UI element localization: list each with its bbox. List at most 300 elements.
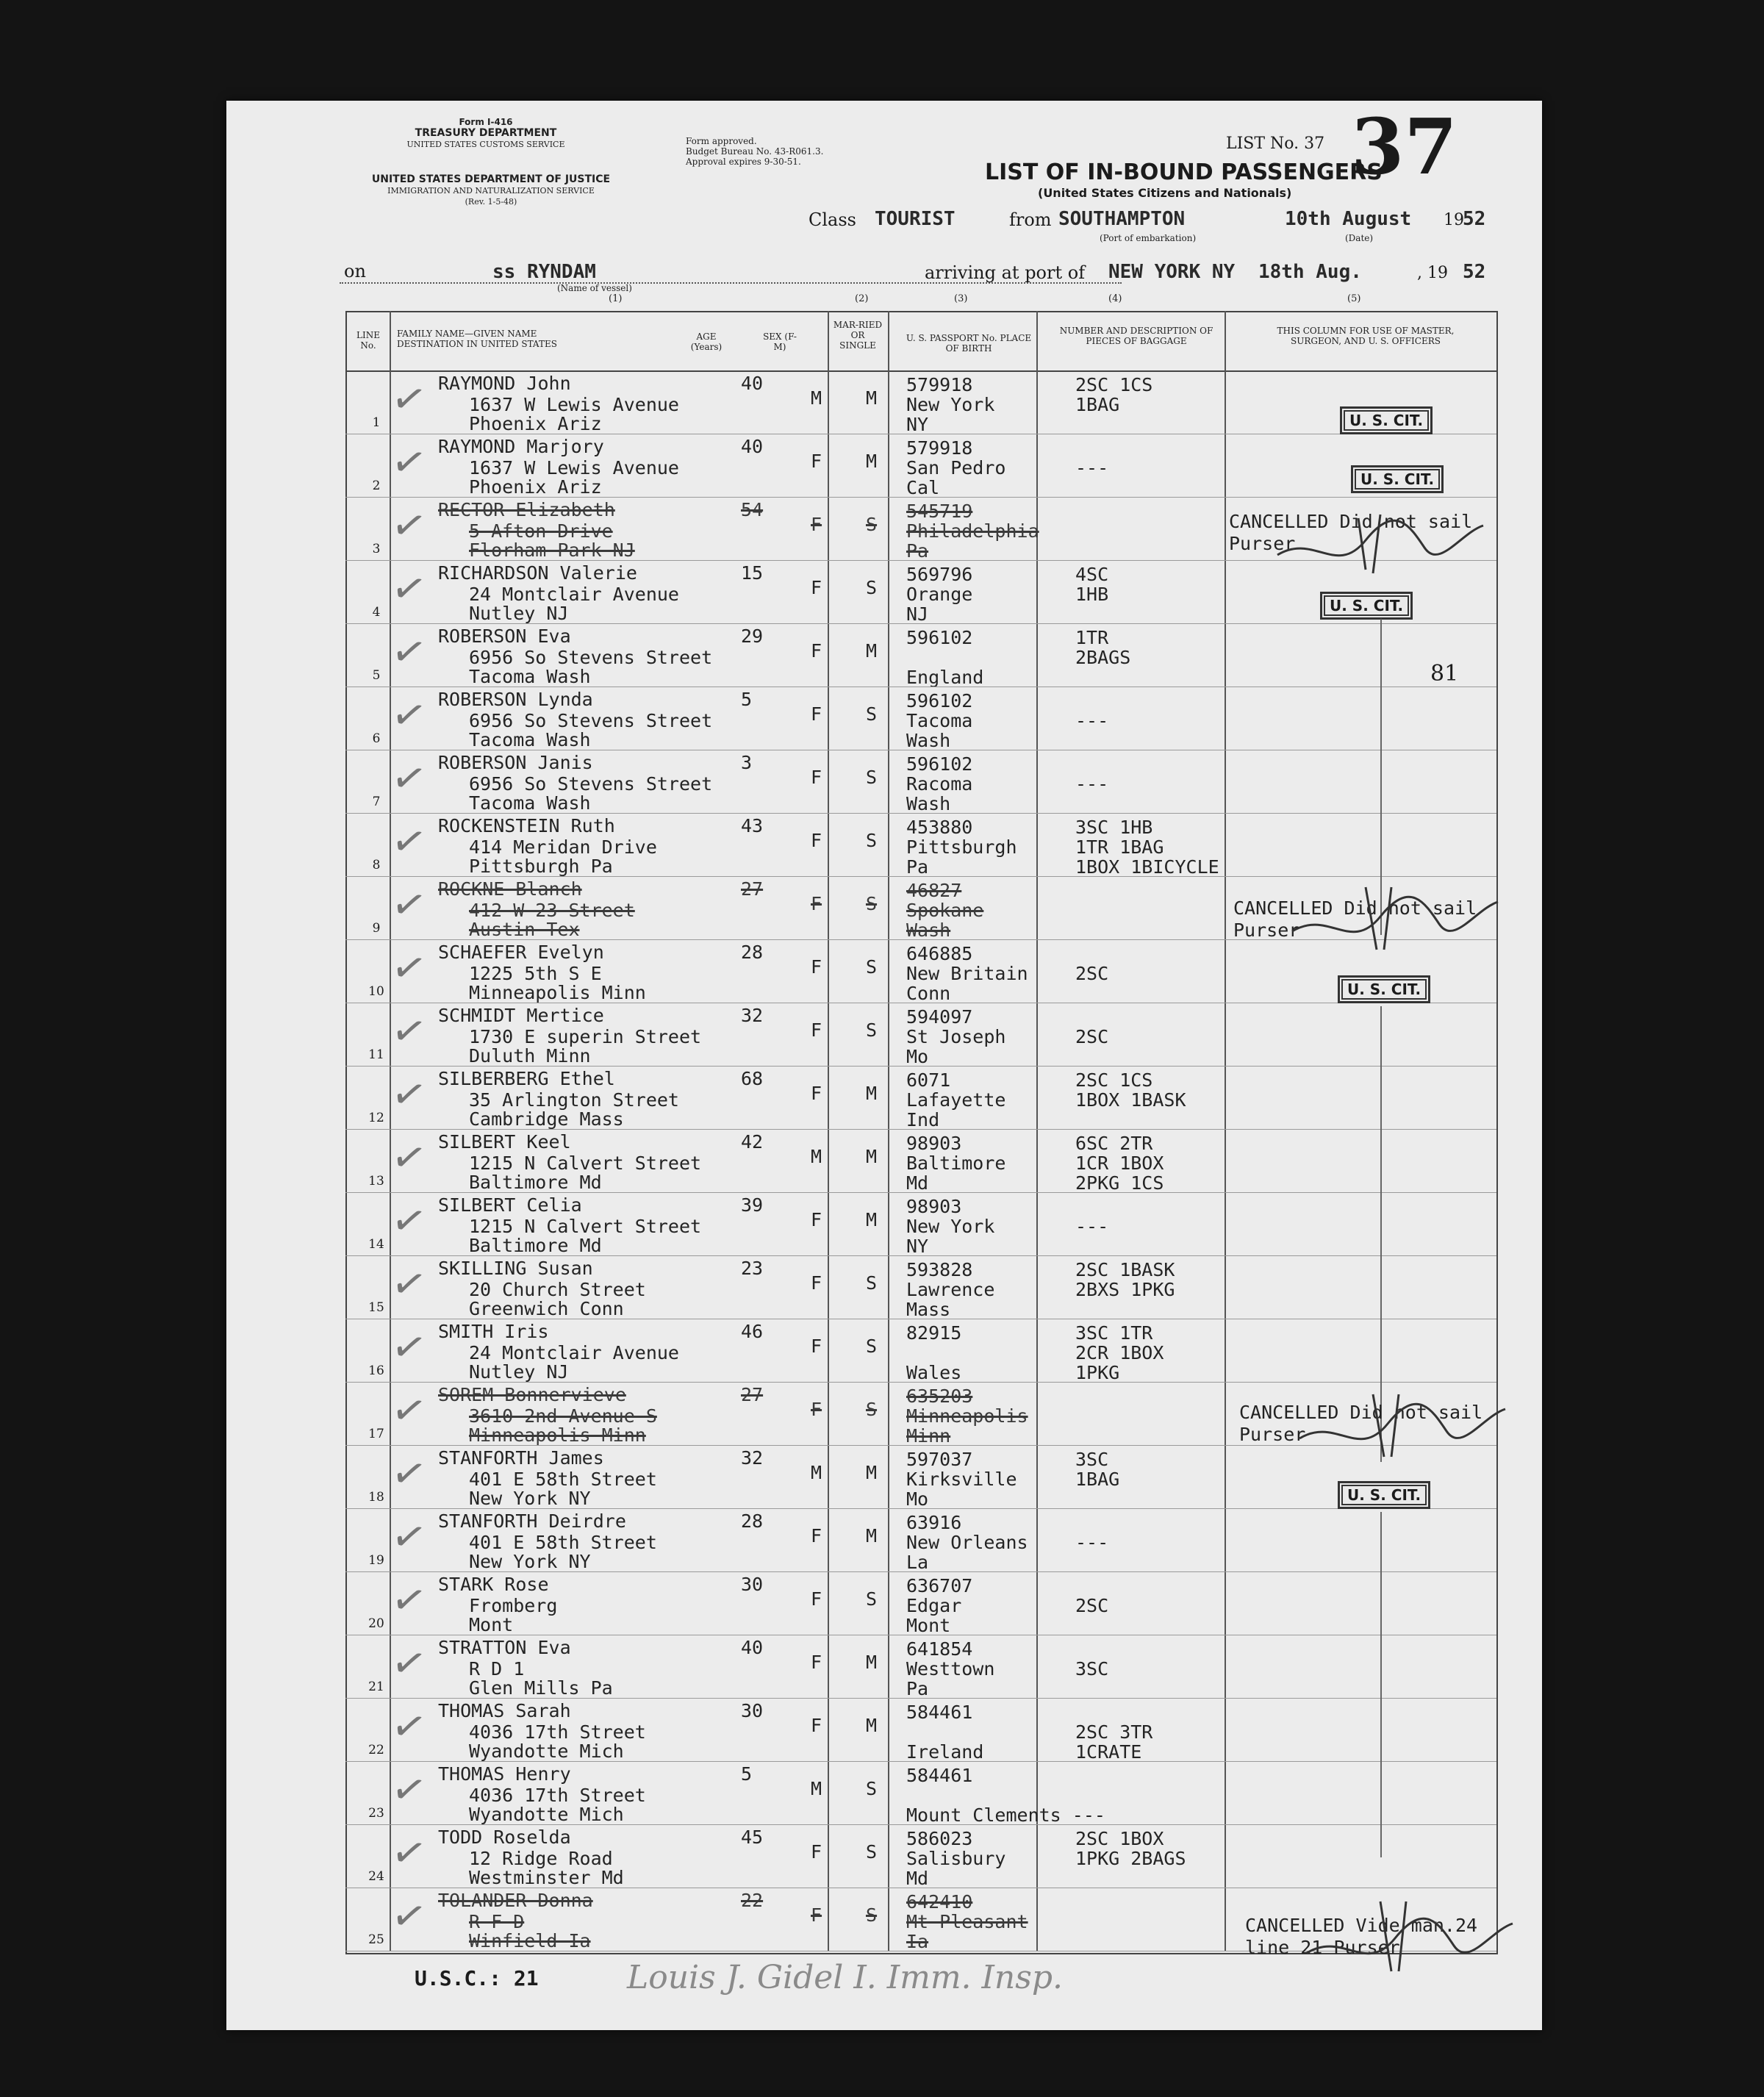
passenger-name: ROBERSON Eva: [438, 625, 571, 647]
passenger-name: SCHAEFER Evelyn: [438, 942, 604, 963]
age: 28: [741, 942, 764, 963]
line-number: 12: [368, 1111, 384, 1125]
arrival-port: NEW YORK NY: [1108, 261, 1236, 283]
marital-status: S: [866, 1904, 878, 1926]
address-line-1: 401 E 58th Street: [469, 1532, 657, 1553]
arriving-label: arriving at port of: [925, 262, 1086, 283]
line-number: 24: [368, 1869, 384, 1884]
address-line-1: 1215 N Calvert Street: [469, 1153, 702, 1174]
passenger-name: SILBERBERG Ethel: [438, 1068, 615, 1089]
passenger-name: ROCKNE Blanch: [438, 878, 582, 900]
place-of-birth-1: Orange: [906, 584, 973, 605]
table-row: [226, 1825, 1542, 1888]
dept-treasury: TREASURY DEPARTMENT: [415, 127, 557, 139]
col-header-sex: SEX (F-M): [763, 331, 797, 352]
address-line-1: 1637 W Lewis Avenue: [469, 394, 679, 415]
passenger-name: THOMAS Henry: [438, 1763, 571, 1785]
line-number: 22: [368, 1743, 384, 1757]
age: 23: [741, 1258, 764, 1279]
sex: F: [811, 577, 822, 598]
col-number-3: (3): [954, 293, 968, 304]
passport-number: 586023: [906, 1828, 973, 1849]
line-number: 2: [372, 478, 381, 493]
sex: M: [811, 1146, 822, 1167]
check-mark-icon: ✓: [387, 751, 431, 806]
arrival-year: 52: [1463, 261, 1486, 283]
place-of-birth-2: Pa: [906, 1678, 929, 1699]
cancel-text: CANCELLED Did not sail: [1233, 897, 1477, 919]
sex: F: [811, 1715, 822, 1736]
check-mark-icon: ✓: [387, 1004, 431, 1059]
address-line-2: Baltimore Md: [469, 1235, 602, 1256]
table-row: [226, 1762, 1542, 1825]
place-of-birth-2: Ia: [906, 1931, 929, 1952]
sex: F: [811, 956, 822, 978]
marital-status: M: [866, 1525, 878, 1546]
address-line-2: Wyandotte Mich: [469, 1804, 624, 1825]
baggage-2: 1HB: [1075, 584, 1109, 605]
baggage-1: 4SC: [1075, 564, 1109, 585]
marital-status: S: [866, 1019, 878, 1041]
baggage-2: ---: [1075, 1216, 1109, 1237]
baggage-1: 3SC 1HB: [1075, 817, 1153, 838]
passenger-name: TOLANDER Donna: [438, 1890, 593, 1911]
baggage-2: 2SC: [1075, 963, 1109, 984]
check-mark-icon: ✓: [387, 814, 431, 870]
age: 5: [741, 1763, 753, 1785]
check-mark-icon: ✓: [387, 1573, 431, 1628]
baggage-1: 3SC 1TR: [1075, 1322, 1153, 1344]
passport-number: 636707: [906, 1575, 973, 1596]
purser-text: Purser: [1229, 533, 1296, 554]
check-mark-icon: ✓: [387, 1130, 431, 1186]
sex: F: [811, 893, 822, 914]
baggage-2: 2SC: [1075, 1595, 1109, 1616]
place-of-birth-1: Spokane: [906, 900, 984, 921]
baggage-2: 1TR 1BAG: [1075, 836, 1164, 858]
table-row: [226, 750, 1542, 814]
age: 30: [741, 1574, 764, 1595]
cancel-text: CANCELLED Did not sail: [1229, 511, 1473, 532]
address-line-2: Duluth Minn: [469, 1045, 591, 1067]
col-header-line: LINE No.: [356, 330, 380, 351]
address-line-1: 6956 So Stevens Street: [469, 647, 713, 668]
address-line-1: 414 Meridan Drive: [469, 836, 657, 858]
age: 32: [741, 1447, 764, 1469]
baggage-2: 2CR 1BOX: [1075, 1342, 1164, 1363]
age: 39: [741, 1194, 764, 1216]
sex: F: [811, 1083, 822, 1104]
line-number: 20: [368, 1616, 384, 1631]
address-line-2: New York NY: [469, 1488, 591, 1509]
sex: F: [811, 1336, 822, 1357]
passenger-name: ROBERSON Lynda: [438, 689, 593, 710]
baggage-1: 1TR: [1075, 627, 1109, 648]
sex: F: [811, 514, 822, 535]
address-line-1: 1637 W Lewis Avenue: [469, 457, 679, 478]
check-mark-icon: ✓: [387, 1383, 431, 1438]
purser-signature: [1299, 1894, 1520, 1982]
baggage-2: 1BOX 1BASK: [1075, 1089, 1186, 1111]
form-revision: (Rev. 1-5-48): [465, 197, 517, 207]
passport-number: 596102: [906, 690, 973, 711]
place-of-birth-2: Ireland: [906, 1741, 984, 1763]
check-mark-icon: ✓: [387, 1699, 431, 1754]
margin-number: 81: [1430, 661, 1459, 687]
sex: F: [811, 703, 822, 725]
sex: F: [811, 640, 822, 662]
address-line-2: Florham Park NJ: [469, 540, 635, 561]
address-line-1: 24 Montclair Avenue: [469, 584, 679, 605]
place-of-birth-2: Pa: [906, 856, 929, 878]
baggage-3: 1BOX 1BICYCLE: [1075, 856, 1219, 878]
passport-number: 579918: [906, 374, 973, 395]
address-line-1: 412 W 23 Street: [469, 900, 635, 921]
check-mark-icon: ✓: [387, 1889, 431, 1944]
age: 3: [741, 752, 753, 773]
age: 40: [741, 1637, 764, 1658]
age: 42: [741, 1131, 764, 1153]
passenger-name: STARK Rose: [438, 1574, 549, 1595]
age: 27: [741, 1384, 764, 1405]
us-citizen-stamp: U. S. CIT.: [1338, 1481, 1430, 1509]
passport-number: 584461: [906, 1702, 973, 1723]
passport-number: 63916: [906, 1512, 962, 1533]
line-number: 25: [368, 1932, 384, 1947]
line-number: 1: [372, 415, 381, 430]
age: 22: [741, 1890, 764, 1911]
approval-line: Approval expires 9-30-51.: [686, 157, 801, 167]
us-citizen-stamp: U. S. CIT.: [1320, 592, 1413, 620]
col-number-5: (5): [1347, 293, 1361, 304]
place-of-birth-2: Wales: [906, 1362, 962, 1383]
baggage-1: 2SC 1BOX: [1075, 1828, 1164, 1849]
age: 45: [741, 1827, 764, 1848]
approval-line: Form approved.: [686, 136, 757, 146]
place-of-birth-2: Mount Clements ---: [906, 1804, 1105, 1826]
address-line-1: 6956 So Stevens Street: [469, 773, 713, 795]
address-line-1: 1730 E superin Street: [469, 1026, 702, 1047]
marital-status: M: [866, 1146, 878, 1167]
place-of-birth-1: Lafayette: [906, 1089, 1006, 1111]
marital-status: S: [866, 956, 878, 978]
table-row: [226, 1130, 1542, 1193]
passenger-name: RAYMOND John: [438, 373, 571, 394]
us-citizen-stamp: U. S. CIT.: [1340, 406, 1433, 434]
purser-text: Purser: [1233, 920, 1300, 941]
purser-signature: [1285, 880, 1505, 961]
baggage-2: 3SC: [1075, 1658, 1109, 1680]
col-header-name: FAMILY NAME—GIVEN NAME DESTINATION IN UNITED STATES: [397, 329, 557, 349]
check-mark-icon: ✓: [387, 625, 431, 680]
marital-status: S: [866, 830, 878, 851]
address-line-2: Tacoma Wash: [469, 792, 591, 814]
passport-number: 453880: [906, 817, 973, 838]
address-line-2: New York NY: [469, 1551, 591, 1572]
address-line-2: Baltimore Md: [469, 1172, 602, 1193]
baggage-2: 2SC 3TR: [1075, 1721, 1153, 1743]
place-of-birth-2: Wash: [906, 920, 951, 941]
baggage-2: 1BAG: [1075, 394, 1120, 415]
table-row: [226, 1319, 1542, 1383]
place-of-birth-1: Mt Pleasant: [906, 1911, 1028, 1932]
place-of-birth-2: Pa: [906, 540, 929, 562]
port-of-embarkation: SOUTHAMPTON: [1058, 208, 1186, 230]
address-line-2: Minneapolis Minn: [469, 1424, 646, 1446]
place-of-birth-2: Wash: [906, 793, 951, 814]
sex: F: [811, 1209, 822, 1230]
table-row: [226, 1256, 1542, 1319]
line-number: 14: [368, 1237, 384, 1252]
passport-number: 579918: [906, 437, 973, 459]
address-line-2: Phoenix Ariz: [469, 476, 602, 498]
address-line-1: 5 Afton Drive: [469, 520, 613, 542]
baggage-1: 6SC 2TR: [1075, 1133, 1153, 1154]
place-of-birth-2: England: [906, 667, 984, 688]
baggage-2: 2BAGS: [1075, 647, 1131, 668]
arrival-year-prefix: , 19: [1417, 264, 1448, 282]
age: 68: [741, 1068, 764, 1089]
passenger-name: SCHMIDT Mertice: [438, 1005, 604, 1026]
place-of-birth-2: Cal: [906, 477, 940, 498]
place-of-birth-1: Pittsburgh: [906, 836, 1017, 858]
baggage-3: 1CRATE: [1075, 1741, 1142, 1763]
address-line-1: 20 Church Street: [469, 1279, 646, 1300]
address-line-2: Tacoma Wash: [469, 666, 591, 687]
col-header-age: AGE (Years): [690, 331, 723, 352]
baggage-1: 2SC 1CS: [1075, 374, 1153, 395]
check-mark-icon: ✓: [387, 1826, 431, 1881]
table-row: [226, 1193, 1542, 1256]
address-line-2: Mont: [469, 1614, 514, 1635]
place-of-birth-2: Mont: [906, 1615, 951, 1636]
table-row: [226, 624, 1542, 687]
vessel-name: ss RYNDAM: [492, 261, 596, 283]
table-row: [226, 687, 1542, 750]
table-row: [226, 1635, 1542, 1699]
sex: F: [811, 1399, 822, 1420]
line-number: 19: [368, 1553, 384, 1568]
address-line-1: 1225 5th S E: [469, 963, 602, 984]
address-line-2: Glen Mills Pa: [469, 1677, 613, 1699]
sex: F: [811, 1841, 822, 1863]
sex: F: [811, 1019, 822, 1041]
marital-status: M: [866, 451, 878, 472]
place-of-birth-2: NY: [906, 1236, 929, 1257]
from-label: from: [1009, 209, 1052, 230]
marital-status: M: [866, 1083, 878, 1104]
us-citizen-stamp: U. S. CIT.: [1351, 465, 1444, 493]
place-of-birth-2: Mo: [906, 1488, 929, 1510]
baggage-2: 2BXS 1PKG: [1075, 1279, 1175, 1300]
age: 29: [741, 625, 764, 647]
purser-signature: [1270, 503, 1491, 584]
line-number: 10: [368, 984, 384, 999]
list-number-handwritten: 37: [1351, 101, 1458, 192]
class-label: Class: [808, 209, 856, 230]
marital-status: S: [866, 703, 878, 725]
line-number: 7: [372, 795, 381, 809]
sex: F: [811, 1272, 822, 1294]
col-number-1: (1): [609, 293, 623, 304]
baggage-2: 2SC: [1075, 1026, 1109, 1047]
line-number: 23: [368, 1806, 384, 1821]
passenger-name: RECTOR Elizabeth: [438, 499, 615, 520]
address-line-2: Nutley NJ: [469, 603, 569, 624]
sex: F: [811, 1588, 822, 1610]
passport-number: 646885: [906, 943, 973, 964]
col-number-4: (4): [1108, 293, 1122, 304]
place-of-birth-1: Racoma: [906, 773, 973, 795]
check-mark-icon: ✓: [387, 878, 431, 933]
passenger-name: RICHARDSON Valerie: [438, 562, 637, 584]
marital-status: S: [866, 1588, 878, 1610]
address-line-2: Minneapolis Minn: [469, 982, 646, 1003]
passenger-name: STRATTON Eva: [438, 1637, 571, 1658]
marital-status: S: [866, 767, 878, 788]
age: 54: [741, 499, 764, 520]
passenger-name: SILBERT Celia: [438, 1194, 582, 1216]
address-line-2: Austin Tex: [469, 919, 580, 940]
sex: M: [811, 1778, 822, 1799]
baggage-2: 1PKG 2BAGS: [1075, 1848, 1186, 1869]
table-row: [226, 1509, 1542, 1572]
marital-status: S: [866, 1778, 878, 1799]
check-mark-icon: ✓: [387, 498, 431, 553]
table-row: [226, 1572, 1542, 1635]
list-number-label: LIST No. 37: [1226, 135, 1325, 153]
marital-status: S: [866, 1336, 878, 1357]
line-number: 6: [372, 731, 381, 746]
passport-number: 6071: [906, 1069, 951, 1091]
justice-block: [337, 174, 645, 207]
place-of-birth-2: Minn: [906, 1425, 951, 1447]
table-row: [226, 434, 1542, 498]
address-line-2: Pittsburgh Pa: [469, 856, 613, 877]
check-mark-icon: ✓: [387, 1763, 431, 1818]
inspector-signature: Louis J. Gidel I. Imm. Insp.: [627, 1959, 1063, 1996]
marital-status: M: [866, 1462, 878, 1483]
place-of-birth-1: Tacoma: [906, 710, 973, 731]
manifest-page: [226, 101, 1542, 2030]
age: 32: [741, 1005, 764, 1026]
page-subtitle: (United States Citizens and Nationals): [1038, 186, 1292, 200]
place-of-birth-2: Md: [906, 1868, 929, 1889]
place-of-birth-2: La: [906, 1552, 929, 1573]
place-of-birth-2: Conn: [906, 983, 951, 1004]
place-of-birth-1: Baltimore: [906, 1153, 1006, 1174]
place-of-birth-1: Philadelphia: [906, 520, 1039, 542]
sex: M: [811, 1462, 822, 1483]
col-number-2: (2): [855, 293, 869, 304]
check-mark-icon: ✓: [387, 688, 431, 743]
table-row: [226, 814, 1542, 877]
col-header-passport: U. S. PASSPORT No. PLACE OF BIRTH: [906, 333, 1032, 354]
marital-status: M: [866, 640, 878, 662]
place-of-birth-1: Lawrence: [906, 1279, 995, 1300]
form-number: Form I-416: [459, 117, 513, 127]
us-citizen-stamp: U. S. CIT.: [1338, 975, 1430, 1003]
line-number: 13: [368, 1174, 384, 1189]
passport-number: 596102: [906, 627, 973, 648]
approval-block: [686, 136, 823, 167]
age: 30: [741, 1700, 764, 1721]
marital-status: M: [866, 1715, 878, 1736]
place-of-birth-1: New Britain: [906, 963, 1028, 984]
marital-status: S: [866, 1841, 878, 1863]
age: 27: [741, 878, 764, 900]
age: 46: [741, 1321, 764, 1342]
marital-status: M: [866, 387, 878, 409]
address-line-2: Nutley NJ: [469, 1361, 569, 1383]
cancel-text: line 21 Purser: [1245, 1937, 1400, 1958]
passenger-name: SILBERT Keel: [438, 1131, 571, 1153]
check-mark-icon: ✓: [387, 372, 431, 427]
ditto-line: [1380, 1512, 1382, 1857]
sex: F: [811, 451, 822, 472]
col-header-baggage: NUMBER AND DESCRIPTION OF PIECES OF BAGGAGE: [1059, 326, 1213, 346]
place-of-birth-1: Minneapolis: [906, 1405, 1028, 1427]
place-of-birth-2: Mo: [906, 1046, 929, 1067]
age: 40: [741, 373, 764, 394]
place-of-birth-1: Salisbury: [906, 1848, 1006, 1869]
address-line-2: Cambridge Mass: [469, 1108, 624, 1130]
age: 28: [741, 1510, 764, 1532]
col-header-married: MAR-RIED OR SINGLE: [833, 320, 883, 351]
passenger-name: RAYMOND Marjory: [438, 436, 604, 457]
passport-number: 635203: [906, 1386, 973, 1407]
cancel-text: CANCELLED Vide man.24: [1245, 1915, 1478, 1936]
place-of-birth-1: New York: [906, 1216, 995, 1237]
line-number: 15: [368, 1300, 384, 1315]
age: 15: [741, 562, 764, 584]
address-line-1: 3610 2nd Avenue S: [469, 1405, 657, 1427]
purser-text: Purser: [1239, 1424, 1306, 1445]
line-number: 11: [368, 1047, 384, 1062]
place-of-birth-1: Kirksville: [906, 1469, 1017, 1490]
departure-year: 52: [1463, 208, 1486, 230]
address-line-1: 401 E 58th Street: [469, 1469, 657, 1490]
check-mark-icon: ✓: [387, 1067, 431, 1122]
passport-number: 594097: [906, 1006, 973, 1028]
baggage-2: ---: [1075, 710, 1109, 731]
line-number: 4: [372, 605, 381, 620]
place-of-birth-2: Wash: [906, 730, 951, 751]
marital-status: S: [866, 577, 878, 598]
cancel-text: CANCELLED Did not sail: [1239, 1402, 1483, 1423]
baggage-2: ---: [1075, 457, 1109, 478]
line-number: 21: [368, 1680, 384, 1694]
col-header-officer: THIS COLUMN FOR USE OF MASTER, SURGEON, AND U. S. OFFICERS: [1277, 326, 1455, 346]
check-mark-icon: ✓: [387, 1320, 431, 1375]
marital-status: M: [866, 1652, 878, 1673]
place-of-birth-2: Md: [906, 1172, 929, 1194]
address-line-1: Fromberg: [469, 1595, 558, 1616]
address-line-2: Winfield Ia: [469, 1930, 591, 1951]
passport-number: 98903: [906, 1133, 962, 1154]
sex: F: [811, 830, 822, 851]
passenger-name: ROBERSON Janis: [438, 752, 593, 773]
line-number: 18: [368, 1490, 384, 1505]
age: 40: [741, 436, 764, 457]
passenger-name: ROCKENSTEIN Ruth: [438, 815, 615, 836]
line-number: 3: [372, 542, 381, 556]
sex: F: [811, 1525, 822, 1546]
passport-number: 584461: [906, 1765, 973, 1786]
place-of-birth-1: San Pedro: [906, 457, 1006, 478]
usc-count: U.S.C.: 21: [415, 1966, 539, 1990]
passport-number: 593828: [906, 1259, 973, 1280]
